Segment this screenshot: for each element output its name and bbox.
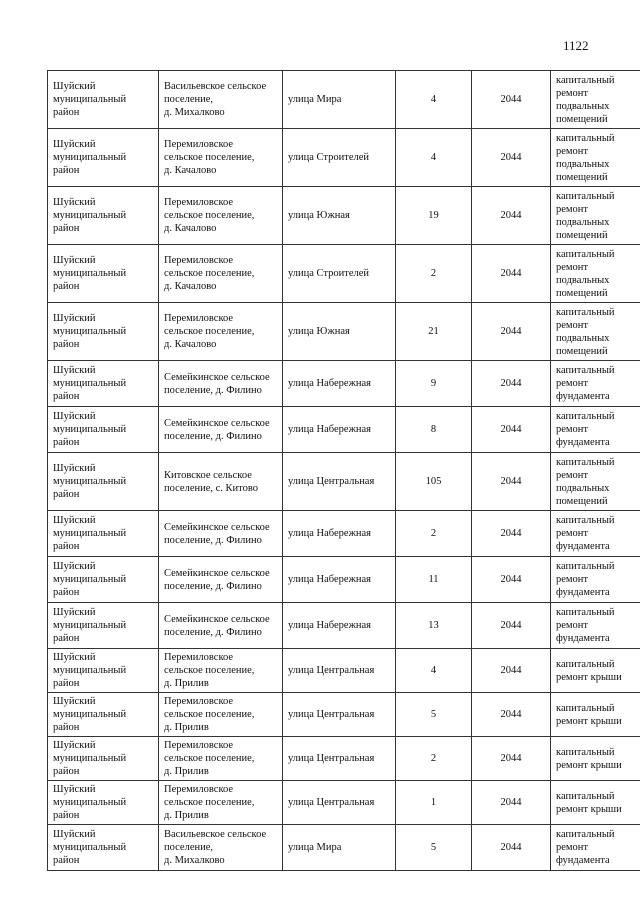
house-number-cell: 19 bbox=[396, 187, 472, 245]
district-cell: Шуйский муниципальный район bbox=[48, 693, 159, 737]
district-cell: Шуйский муниципальный район bbox=[48, 825, 159, 871]
settlement-cell: Перемиловское сельское поселение, д. Прилив bbox=[159, 693, 283, 737]
district-cell: Шуйский муниципальный район bbox=[48, 361, 159, 407]
table-body bbox=[48, 71, 640, 871]
table-row bbox=[48, 781, 640, 825]
year-cell: 2044 bbox=[472, 187, 551, 245]
street-cell: улица Центральная bbox=[283, 737, 396, 781]
street-cell: улица Центральная bbox=[283, 693, 396, 737]
work-type-cell: капитальный ремонт крыши bbox=[551, 649, 640, 693]
work-type-cell: капитальный ремонт подвальных помещений bbox=[551, 245, 640, 303]
district-cell: Шуйский муниципальный район bbox=[48, 129, 159, 187]
district-cell: Шуйский муниципальный район bbox=[48, 649, 159, 693]
street-cell: улица Набережная bbox=[283, 511, 396, 557]
work-type-cell: капитальный ремонт крыши bbox=[551, 781, 640, 825]
work-type-cell: капитальный ремонт подвальных помещений bbox=[551, 303, 640, 361]
table-row bbox=[48, 245, 640, 303]
settlement-cell: Перемиловское сельское поселение, д. Качалово bbox=[159, 303, 283, 361]
street-cell: улица Центральная bbox=[283, 781, 396, 825]
year-cell: 2044 bbox=[472, 407, 551, 453]
house-number-cell: 4 bbox=[396, 71, 472, 129]
work-type-cell: капитальный ремонт крыши bbox=[551, 737, 640, 781]
year-cell: 2044 bbox=[472, 693, 551, 737]
settlement-cell: Китовское сельское поселение, с. Китово bbox=[159, 453, 283, 511]
year-cell: 2044 bbox=[472, 129, 551, 187]
settlement-cell: Перемиловское сельское поселение, д. Качалово bbox=[159, 129, 283, 187]
table-row bbox=[48, 361, 640, 407]
street-cell: улица Центральная bbox=[283, 453, 396, 511]
street-cell: улица Мира bbox=[283, 825, 396, 871]
work-type-cell: капитальный ремонт фундамента bbox=[551, 361, 640, 407]
year-cell: 2044 bbox=[472, 737, 551, 781]
street-cell: улица Мира bbox=[283, 71, 396, 129]
year-cell: 2044 bbox=[472, 245, 551, 303]
district-cell: Шуйский муниципальный район bbox=[48, 407, 159, 453]
year-cell: 2044 bbox=[472, 781, 551, 825]
district-cell: Шуйский муниципальный район bbox=[48, 781, 159, 825]
work-type-cell: капитальный ремонт фундамента bbox=[551, 407, 640, 453]
table-row bbox=[48, 303, 640, 361]
table-row bbox=[48, 825, 640, 871]
house-number-cell: 2 bbox=[396, 245, 472, 303]
house-number-cell: 11 bbox=[396, 557, 472, 603]
district-cell: Шуйский муниципальный район bbox=[48, 303, 159, 361]
house-number-cell: 4 bbox=[396, 129, 472, 187]
district-cell: Шуйский муниципальный район bbox=[48, 187, 159, 245]
settlement-cell: Семейкинское сельское поселение, д. Филино bbox=[159, 603, 283, 649]
house-number-cell: 9 bbox=[396, 361, 472, 407]
street-cell: улица Строителей bbox=[283, 129, 396, 187]
district-cell: Шуйский муниципальный район bbox=[48, 557, 159, 603]
year-cell: 2044 bbox=[472, 361, 551, 407]
house-number-cell: 2 bbox=[396, 511, 472, 557]
table-row bbox=[48, 603, 640, 649]
work-type-cell: капитальный ремонт крыши bbox=[551, 693, 640, 737]
settlement-cell: Перемиловское сельское поселение, д. Прилив bbox=[159, 737, 283, 781]
table-row bbox=[48, 511, 640, 557]
street-cell: улица Южная bbox=[283, 187, 396, 245]
table-row bbox=[48, 649, 640, 693]
street-cell: улица Набережная bbox=[283, 361, 396, 407]
year-cell: 2044 bbox=[472, 511, 551, 557]
year-cell: 2044 bbox=[472, 649, 551, 693]
street-cell: улица Набережная bbox=[283, 603, 396, 649]
settlement-cell: Семейкинское сельское поселение, д. Филино bbox=[159, 407, 283, 453]
work-type-cell: капитальный ремонт фундамента bbox=[551, 511, 640, 557]
work-type-cell: капитальный ремонт подвальных помещений bbox=[551, 453, 640, 511]
year-cell: 2044 bbox=[472, 603, 551, 649]
table-row bbox=[48, 71, 640, 129]
settlement-cell: Перемиловское сельское поселение, д. Качалово bbox=[159, 187, 283, 245]
table-row bbox=[48, 187, 640, 245]
year-cell: 2044 bbox=[472, 303, 551, 361]
settlement-cell: Васильевское сельское поселение, д. Михалково bbox=[159, 825, 283, 871]
house-number-cell: 2 bbox=[396, 737, 472, 781]
table-row bbox=[48, 129, 640, 187]
work-type-cell: капитальный ремонт подвальных помещений bbox=[551, 71, 640, 129]
year-cell: 2044 bbox=[472, 825, 551, 871]
work-type-cell: капитальный ремонт фундамента bbox=[551, 825, 640, 871]
settlement-cell: Семейкинское сельское поселение, д. Филино bbox=[159, 511, 283, 557]
settlement-cell: Перемиловское сельское поселение, д. Прилив bbox=[159, 649, 283, 693]
table-row bbox=[48, 453, 640, 511]
house-number-cell: 21 bbox=[396, 303, 472, 361]
table-row bbox=[48, 737, 640, 781]
settlement-cell: Перемиловское сельское поселение, д. Прилив bbox=[159, 781, 283, 825]
street-cell: улица Набережная bbox=[283, 557, 396, 603]
house-number-cell: 8 bbox=[396, 407, 472, 453]
street-cell: улица Южная bbox=[283, 303, 396, 361]
page-number: 1122 bbox=[563, 38, 589, 53]
district-cell: Шуйский муниципальный район bbox=[48, 511, 159, 557]
year-cell: 2044 bbox=[472, 71, 551, 129]
settlement-cell: Перемиловское сельское поселение, д. Качалово bbox=[159, 245, 283, 303]
work-type-cell: капитальный ремонт подвальных помещений bbox=[551, 187, 640, 245]
settlement-cell: Васильевское сельское поселение, д. Михалково bbox=[159, 71, 283, 129]
street-cell: улица Набережная bbox=[283, 407, 396, 453]
work-type-cell: капитальный ремонт подвальных помещений bbox=[551, 129, 640, 187]
work-type-cell: капитальный ремонт фундамента bbox=[551, 557, 640, 603]
work-type-cell: капитальный ремонт фундамента bbox=[551, 603, 640, 649]
repair-schedule-table bbox=[47, 70, 640, 871]
house-number-cell: 1 bbox=[396, 781, 472, 825]
table-row bbox=[48, 407, 640, 453]
table-row bbox=[48, 693, 640, 737]
house-number-cell: 105 bbox=[396, 453, 472, 511]
year-cell: 2044 bbox=[472, 453, 551, 511]
house-number-cell: 5 bbox=[396, 825, 472, 871]
district-cell: Шуйский муниципальный район bbox=[48, 453, 159, 511]
table-row bbox=[48, 557, 640, 603]
street-cell: улица Строителей bbox=[283, 245, 396, 303]
street-cell: улица Центральная bbox=[283, 649, 396, 693]
district-cell: Шуйский муниципальный район bbox=[48, 245, 159, 303]
district-cell: Шуйский муниципальный район bbox=[48, 737, 159, 781]
district-cell: Шуйский муниципальный район bbox=[48, 603, 159, 649]
settlement-cell: Семейкинское сельское поселение, д. Филино bbox=[159, 361, 283, 407]
year-cell: 2044 bbox=[472, 557, 551, 603]
house-number-cell: 4 bbox=[396, 649, 472, 693]
house-number-cell: 13 bbox=[396, 603, 472, 649]
settlement-cell: Семейкинское сельское поселение, д. Филино bbox=[159, 557, 283, 603]
house-number-cell: 5 bbox=[396, 693, 472, 737]
district-cell: Шуйский муниципальный район bbox=[48, 71, 159, 129]
